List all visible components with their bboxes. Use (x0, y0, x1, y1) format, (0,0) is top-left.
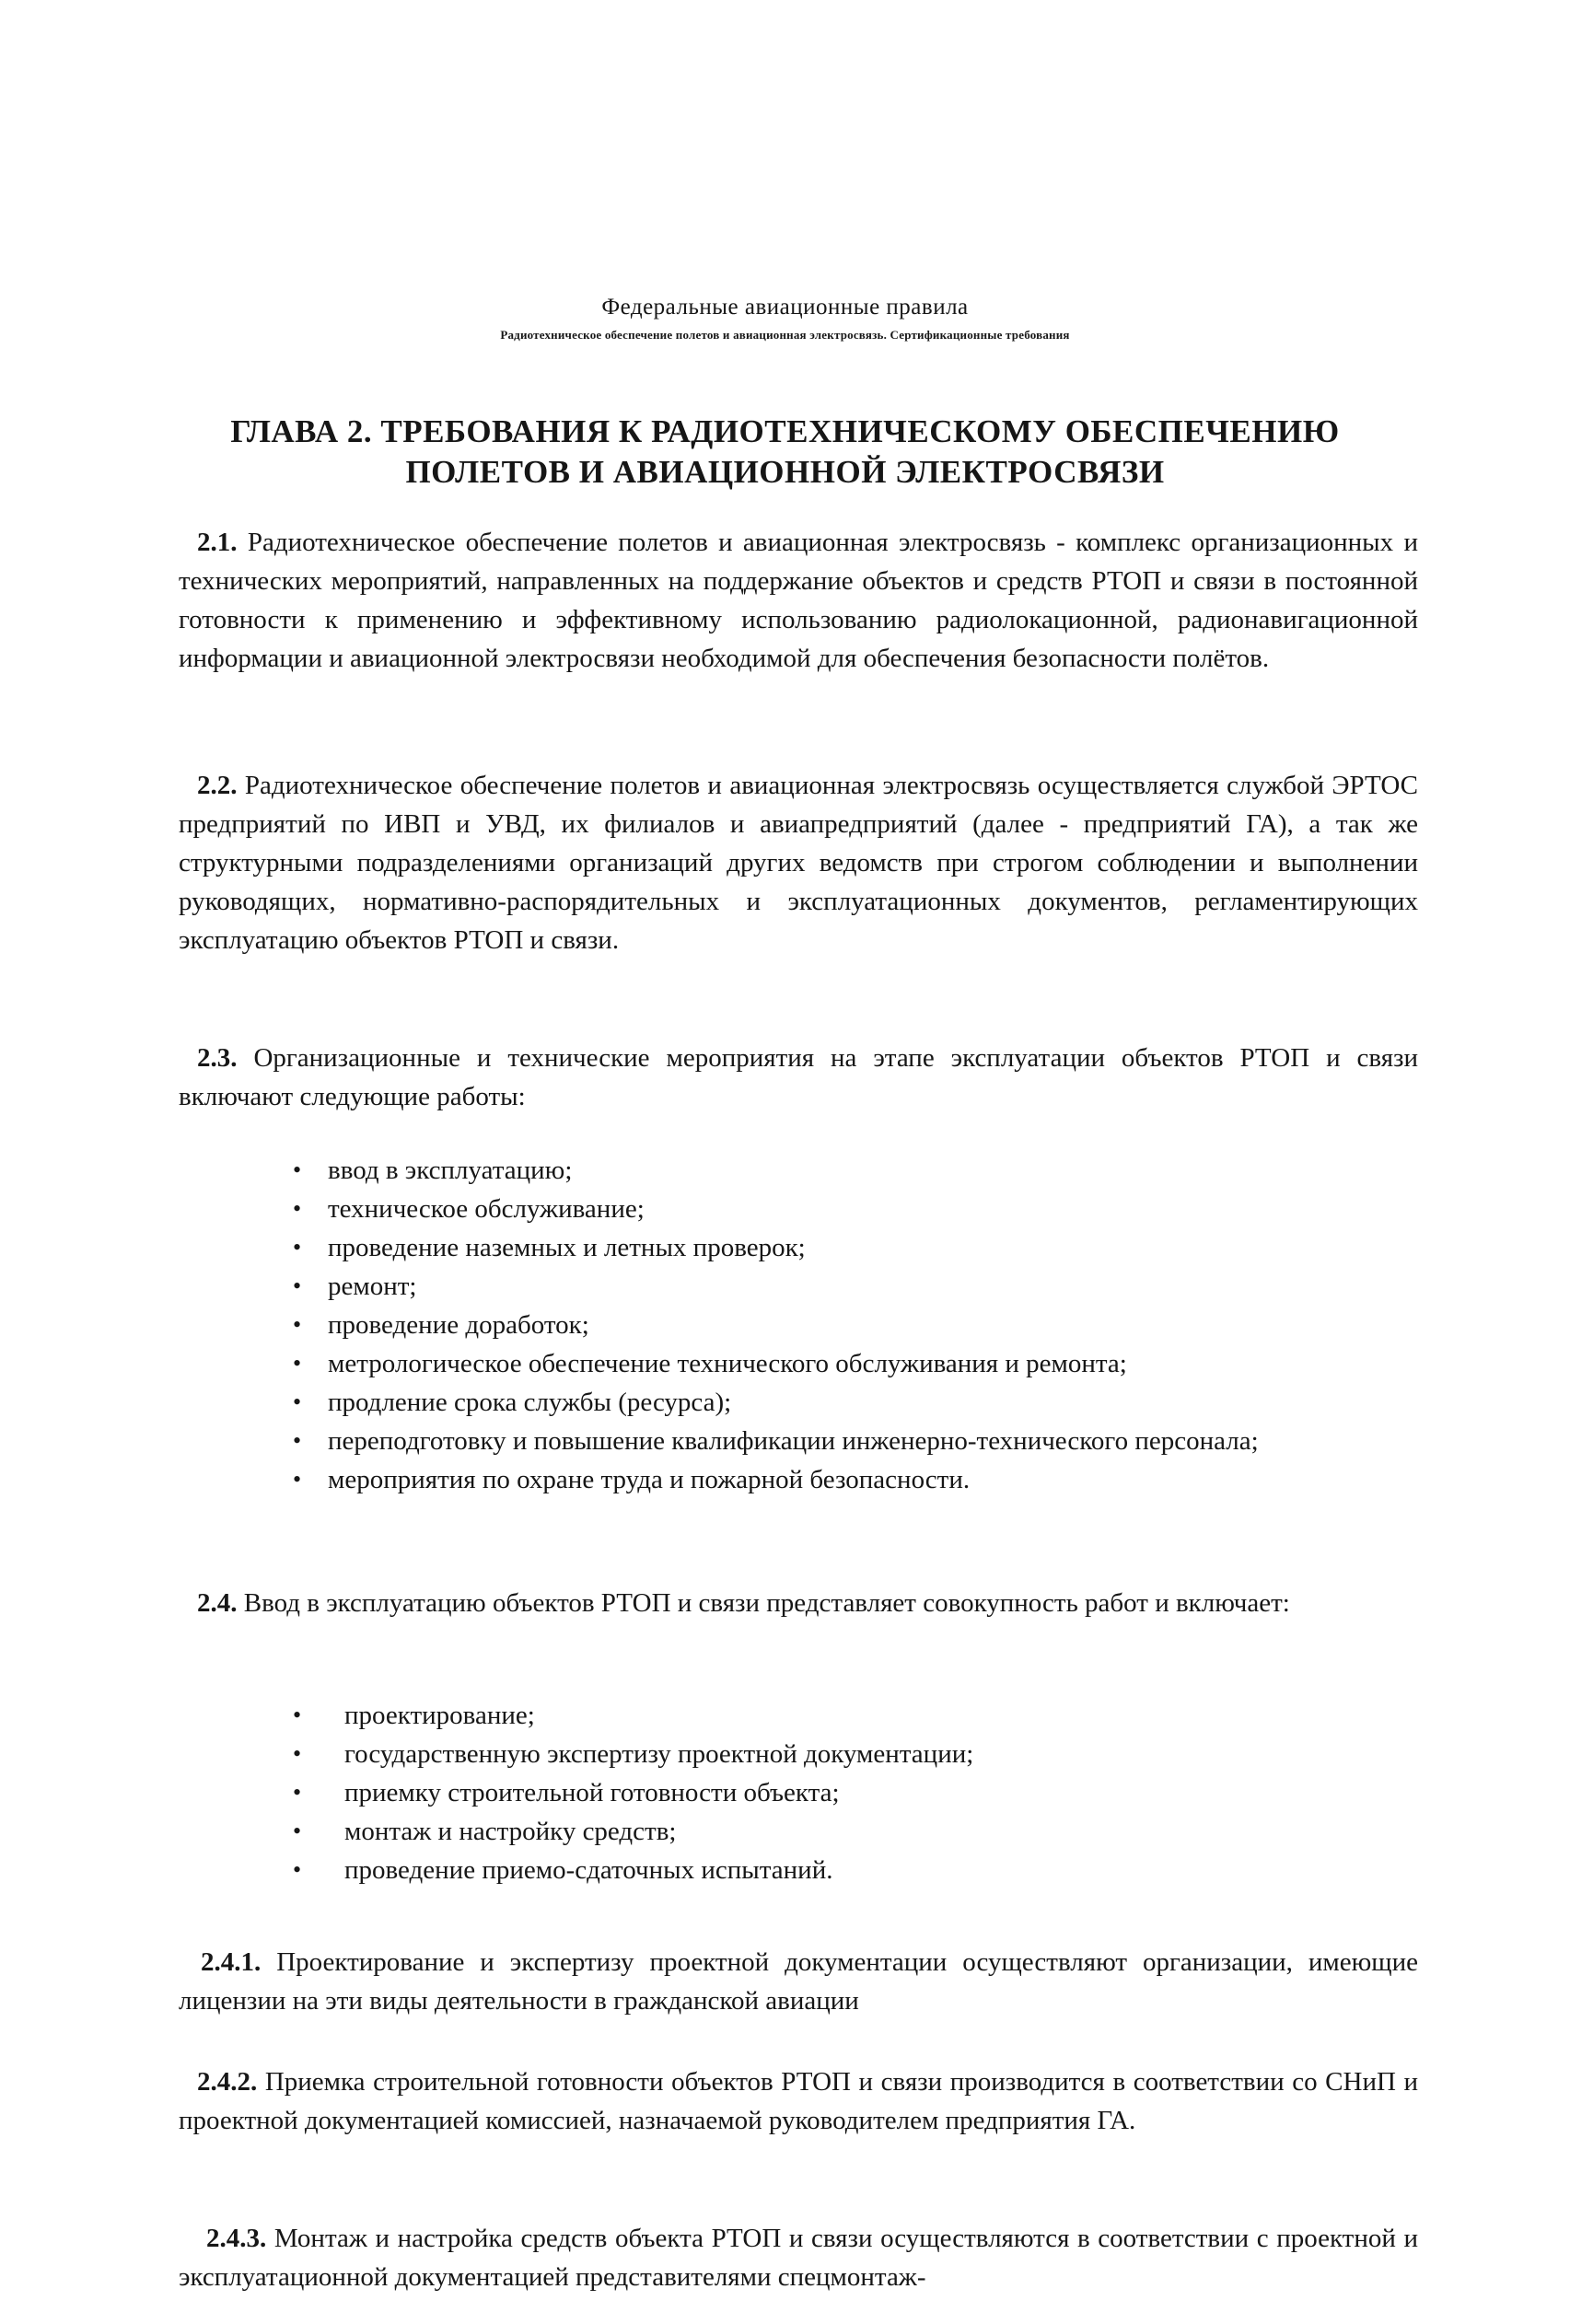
chapter-title-line2: ПОЛЕТОВ И АВИАЦИОННОЙ ЭЛЕКТРОСВЯЗИ (405, 454, 1165, 490)
paragraph-number: 2.4.2. (197, 2067, 258, 2097)
list-item: • ремонт; (293, 1267, 1418, 1306)
paragraph-text: Проектирование и экспертизу проектной документации осуществляют организации, имеющие лицензии на эти виды деятельности в гражданской авиации (179, 1947, 1418, 2016)
list-item: • продление срока службы (ресурса); (293, 1383, 1418, 1422)
paragraph-text: Приемка строительной готовности объектов РТОП и связи производится в соответствии со СНиП и проектной документацией комиссией, назначаемой руководителем предприятия ГА. (179, 2067, 1419, 2135)
paragraph-text: Ввод в эксплуатацию объектов РТОП и связи представляет совокупность работ и включает: (243, 1588, 1290, 1618)
chapter-title-line1: ГЛАВА 2. ТРЕБОВАНИЯ К РАДИОТЕХНИЧЕСКОМУ ОБЕСПЕЧЕНИЮ (230, 413, 1340, 449)
paragraph-2-4-3 (179, 2219, 1418, 2296)
paragraph-number: 2.3. (197, 1043, 238, 1073)
list-item: • метрологическое обеспечение технического обслуживания и ремонта; (293, 1344, 1418, 1383)
paragraph-number: 2.1. (197, 528, 238, 557)
paragraph-number: 2.4.1. (201, 1947, 262, 1977)
paragraph-2-1 (179, 523, 1418, 678)
paragraph-text: Радиотехническое обеспечение полетов и авиационная электросвязь осуществляется службой ЭРТОС предприятий по ИВП и УВД, их филиалов и авиапредприятий (далее - предприятий ГА), а так же структурными подразделениями организаций других ведомств при строгом соблюдении и выполнении руководящих, нормативно-распорядительных и эксплуатационных документов, регламентирующих эксплуатацию объектов РТОП и связи. (179, 771, 1418, 955)
running-header-subtitle: Радиотехническое обеспечение полетов и авиационная электросвязь. Сертификационные требования (500, 328, 1070, 342)
paragraph-number: 2.4. (197, 1588, 238, 1618)
list-item: • проведение наземных и летных проверок; (293, 1228, 1418, 1267)
list-item: • переподготовку и повышение квалификации инженерно-технического персонала; (293, 1422, 1418, 1460)
paragraph-2-4-2 (179, 2063, 1418, 2140)
list-item: • приемку строительной готовности объекта; (293, 1773, 1418, 1812)
paragraph-number: 2.4.3. (206, 2224, 267, 2253)
list-item: • ввод в эксплуатацию; (293, 1151, 1418, 1190)
list-item: • монтаж и настройку средств; (293, 1812, 1418, 1851)
works-list (293, 1151, 1418, 1499)
paragraph-number: 2.2. (197, 771, 238, 800)
list-item: • проектирование; (293, 1696, 1418, 1735)
paragraph-text: Монтаж и настройка средств объекта РТОП и связи осуществляются в соответствии с проектной и эксплуатационной документацией представителями спецмонтаж- (179, 2224, 1418, 2292)
running-header-title: Федеральные авиационные правила (601, 295, 969, 320)
paragraph-2-2 (179, 766, 1418, 959)
list-item: • проведение приемо-сдаточных испытаний. (293, 1851, 1418, 1889)
paragraph-2-4-1 (179, 1943, 1418, 2020)
list-item: • проведение доработок; (293, 1306, 1418, 1344)
paragraph-text: Радиотехническое обеспечение полетов и авиационная электросвязь - комплекс организационных и технических мероприятий, направленных на поддержание объектов и средств РТОП и связи в постоянной готовности к применению и эффективному использованию радиолокационной, радионавигационной информации и авиационной электросвязи необходимой для обеспечения безопасности полётов. (179, 528, 1418, 673)
list-item: • мероприятия по охране труда и пожарной безопасности. (293, 1460, 1418, 1499)
list-item: • техническое обслуживание; (293, 1190, 1418, 1228)
commissioning-list (293, 1696, 1418, 1889)
paragraph-2-3 (179, 1039, 1418, 1116)
chapter-title (147, 412, 1423, 493)
paragraph-text: Организационные и технические мероприятия на этапе эксплуатации объектов РТОП и связи включают следующие работы: (179, 1043, 1419, 1111)
list-item: • государственную экспертизу проектной документации; (293, 1735, 1418, 1773)
paragraph-2-4 (179, 1584, 1418, 1622)
